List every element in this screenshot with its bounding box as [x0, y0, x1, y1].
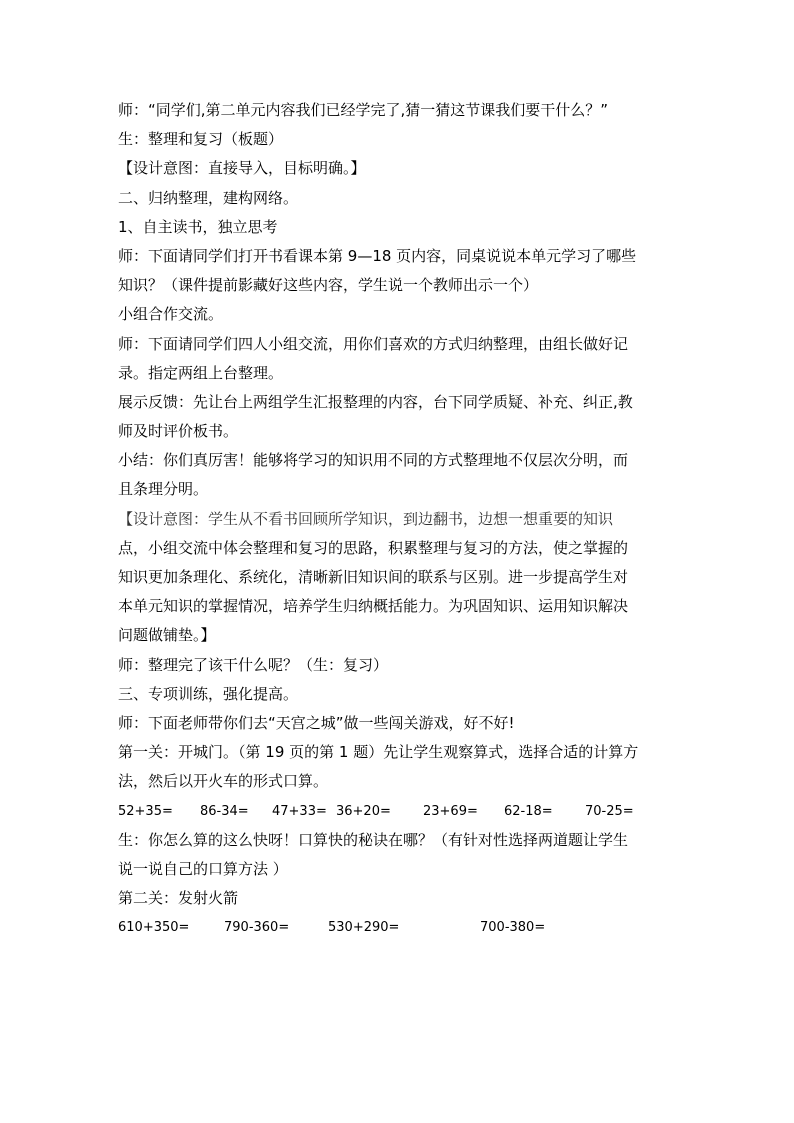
paragraph-line: 【设计意图：直接导入，目标明确。】 — [118, 159, 366, 178]
calc-expression: 610+350= — [118, 920, 190, 936]
paragraph-line: 知识？（课件提前影藏好这些内容，学生说一个教师出示一个） — [118, 276, 539, 295]
paragraph-line: 二、归纳整理，建构网络。 — [118, 188, 299, 207]
paragraph-line: 小结：你们真厉害！能够将学习的知识用不同的方式整理地不仅层次分明，而 — [118, 451, 629, 470]
calc-row-level-1 — [118, 797, 678, 826]
calc-expression: 790-360= — [224, 920, 290, 936]
paragraph-line: 且条理分明。 — [118, 480, 209, 499]
paragraph-line: 师：下面请同学们四人小组交流，用你们喜欢的方式归纳整理，由组长做好记 — [118, 334, 629, 353]
document-body — [118, 96, 678, 942]
paragraph-line: 知识更加条理化、系统化，清晰新旧知识间的联系与区别。进一步提高学生对 — [118, 568, 629, 586]
calc-expression: 47+33= — [272, 803, 327, 819]
paragraph-line: 生：你怎么算的这么快呀！口算快的秘诀在哪？（有针对性选择两道题让学生 — [118, 830, 629, 849]
calc-expression: 52+35= — [118, 803, 173, 819]
paragraph-line: 师：“同学们,第二单元内容我们已经学完了,猜一猜这节课我们要干什么？” — [118, 101, 609, 119]
calc-expression: 36+20= — [336, 803, 391, 819]
paragraph-line: 【设计意图：学生从不看书回顾所学知识，到边翻书，边想一想重要的知识 — [118, 509, 614, 528]
paragraph-line: 师：下面老师带你们去“天宫之城”做一些闯关游戏，好不好! — [118, 713, 515, 732]
paragraph-line: 小组合作交流。 — [118, 305, 224, 324]
paragraph-line: 法，然后以开火车的形式口算。 — [118, 772, 329, 791]
paragraph-line: 问题做铺垫。】 — [118, 626, 216, 645]
paragraph-line: 三、专项训练，强化提高。 — [118, 684, 299, 703]
calc-expression: 70-25= — [585, 803, 634, 819]
calc-expression: 86-34= — [200, 803, 249, 819]
paragraph-line: 点，小组交流中体会整理和复习的思路，积累整理与复习的方法，使之掌握的 — [118, 538, 629, 557]
paragraph-line: 第一关：开城门。（第 19 页的第 1 题）先让学生观察算式，选择合适的计算方 — [118, 743, 639, 762]
calc-expression: 23+69= — [423, 803, 478, 819]
paragraph-line: 本单元知识的掌握情况，培养学生归纳概括能力。为巩固知识、运用知识解决 — [118, 597, 629, 616]
calc-row-level-2 — [118, 913, 678, 942]
calc-expression: 530+290= — [328, 920, 400, 936]
paragraph-line: 生：整理和复习（板题） — [118, 130, 284, 149]
calc-expression: 62-18= — [504, 803, 553, 819]
calc-expression: 700-380= — [480, 920, 546, 936]
paragraph-line: 1、自主读书，独立思考 — [118, 217, 278, 236]
paragraph-line: 师：下面请同学们打开书看课本第 9—18 页内容，同桌说说本单元学习了哪些 — [118, 246, 637, 265]
paragraph-line: 师：整理完了该干什么呢？（生：复习） — [118, 655, 389, 674]
paragraph-line: 师及时评价板书。 — [118, 422, 239, 441]
paragraph-line: 录。指定两组上台整理。 — [118, 363, 284, 382]
paragraph-line: 第二关：发射火箭 — [118, 889, 239, 908]
paragraph-line: 展示反馈：先让台上两组学生汇报整理的内容，台下同学质疑、补充、纠正,教 — [118, 392, 633, 411]
paragraph-line: 说一说自己的口算方法 ） — [118, 859, 288, 878]
